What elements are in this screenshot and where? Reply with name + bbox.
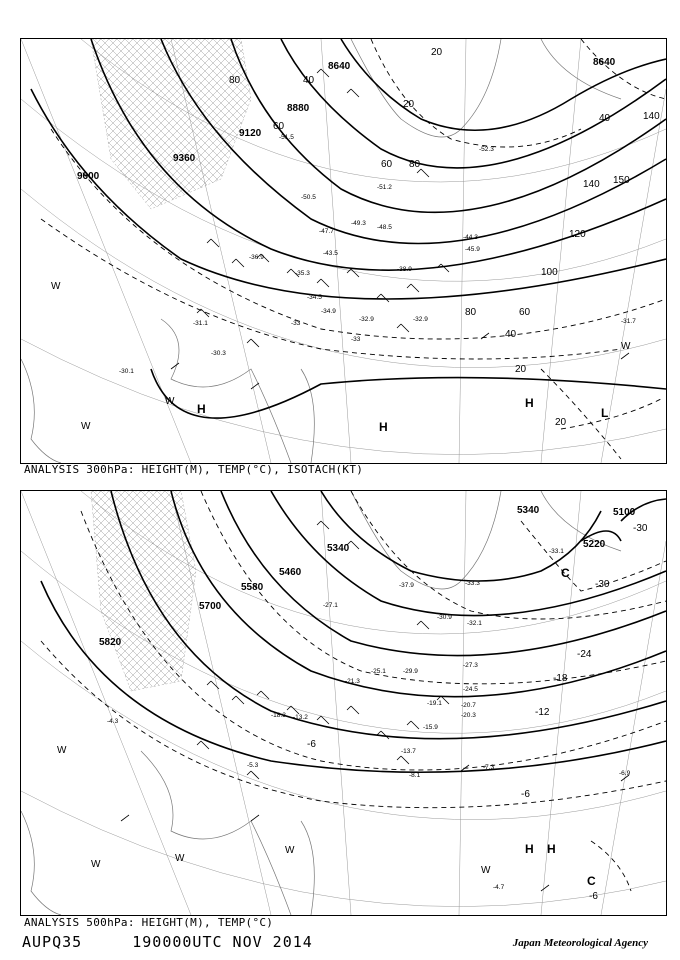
height-label: 9120	[239, 128, 262, 139]
center-symbol: H	[525, 842, 534, 856]
temp-value: -30.3	[211, 350, 226, 357]
temp-value: -33.3	[465, 580, 480, 587]
temp-value: -49.3	[351, 220, 366, 227]
temp-value: -20.7	[461, 702, 476, 709]
height-label: 5700	[199, 601, 222, 612]
temp-value: -35.3	[295, 270, 310, 277]
temp-value: -21.3	[345, 678, 360, 685]
map-300hpa-svg	[21, 39, 666, 463]
height-label: 5220	[583, 539, 606, 550]
isotherm-label: -6	[589, 891, 598, 902]
height-label: 8880	[287, 103, 310, 114]
isotach-label: 120	[569, 229, 586, 240]
height-label: 5340	[327, 543, 350, 554]
isotherm-label: -30	[595, 579, 610, 590]
isotach-label: 140	[643, 111, 660, 122]
isotach-label: 40	[505, 329, 517, 340]
temp-value: -29.9	[403, 668, 418, 675]
isotach-label: 40	[599, 113, 611, 124]
center-symbol: W	[57, 745, 67, 756]
temp-value: -6.9	[619, 770, 631, 777]
isotherm-label: -12	[535, 707, 550, 718]
isotach-label: 60	[273, 121, 285, 132]
temp-value: -30.1	[119, 368, 134, 375]
temp-value: -34.5	[307, 294, 322, 301]
chart-datetime: 190000UTC NOV 2014	[132, 933, 313, 951]
temp-value: -5.3	[247, 762, 259, 769]
temp-value: -34.9	[321, 308, 336, 315]
temp-value: -50.5	[301, 194, 316, 201]
temp-value: -19.1	[427, 700, 442, 707]
temp-value: -33	[291, 320, 301, 327]
temp-value: -13.7	[401, 748, 416, 755]
isotach-label: 20	[431, 47, 443, 58]
center-symbol: H	[379, 420, 388, 434]
temp-value: -4.3	[107, 718, 119, 725]
temp-value: -27.3	[463, 662, 478, 669]
map-panel-300hpa	[20, 38, 667, 464]
isotach-label: 80	[229, 75, 241, 86]
temp-value: -43.5	[323, 250, 338, 257]
isotherm-label: -24	[577, 649, 592, 660]
isotach-label: 80	[409, 159, 421, 170]
isotach-label: 150	[613, 175, 630, 186]
height-label: 5100	[613, 507, 636, 518]
isotach-label: 100	[541, 267, 558, 278]
center-symbol: H	[547, 842, 556, 856]
height-label: 5580	[241, 582, 264, 593]
temp-value: -13.2	[293, 714, 308, 721]
map-500hpa-svg	[21, 491, 666, 915]
temp-value: -27.1	[323, 602, 338, 609]
temp-value: -51.5	[279, 134, 294, 141]
height-label: 8640	[593, 57, 616, 68]
height-label: 5820	[99, 637, 122, 648]
isotach-label: 60	[519, 307, 531, 318]
temp-value: -33	[351, 336, 361, 343]
caption-500hpa: ANALYSIS 500hPa: HEIGHT(M), TEMP(°C)	[24, 916, 274, 929]
temp-value: -20.3	[461, 712, 476, 719]
isotach-label: 60	[381, 159, 393, 170]
temp-value: -18.3	[271, 712, 286, 719]
isotach-label: 40	[303, 75, 315, 86]
isotach-label: 140	[583, 179, 600, 190]
height-label: 9600	[77, 171, 100, 182]
isotherm-label: -30	[633, 523, 648, 534]
center-symbol: W	[621, 341, 631, 352]
wind-barbs	[121, 521, 629, 891]
temp-value: -48.5	[377, 224, 392, 231]
height-label: 5340	[517, 505, 540, 516]
temp-value: -31.7	[621, 318, 636, 325]
temp-value: -47.7	[319, 228, 334, 235]
isotach-label: 80	[465, 307, 477, 318]
isotach-label: 20	[555, 417, 567, 428]
temp-value: -7.3	[483, 764, 495, 771]
temp-value: -38.9	[397, 266, 412, 273]
chart-identifier	[22, 933, 313, 951]
height-label: 5460	[279, 567, 302, 578]
temp-value: -8.1	[409, 772, 421, 779]
temp-value: -31.1	[193, 320, 208, 327]
center-symbol: W	[81, 421, 91, 432]
isotherm-label: -18	[553, 673, 568, 684]
caption-300hpa: ANALYSIS 300hPa: HEIGHT(M), TEMP(°C), ISOTACH(KT)	[24, 463, 364, 476]
center-symbol: W	[51, 281, 61, 292]
center-symbol: W	[175, 853, 185, 864]
map-panel-500hpa	[20, 490, 667, 916]
temp-value: -51.2	[377, 184, 392, 191]
center-symbol: W	[481, 865, 491, 876]
center-symbol: C	[587, 874, 596, 888]
temp-value: -15.9	[423, 724, 438, 731]
temp-value: -36.9	[249, 254, 264, 261]
temp-value: -32.1	[467, 620, 482, 627]
height-label: 9360	[173, 153, 196, 164]
temp-value: -33.1	[549, 548, 564, 555]
temp-value: -25.1	[371, 668, 386, 675]
isotherm-label: -6	[521, 789, 530, 800]
temp-value: -30.9	[437, 614, 452, 621]
temp-value: -44.3	[463, 234, 478, 241]
center-symbol: W	[165, 396, 175, 407]
temp-value: -32.9	[359, 316, 374, 323]
isotach-label: 20	[515, 364, 527, 375]
temp-value: -32.9	[413, 316, 428, 323]
center-symbol: H	[525, 396, 534, 410]
hatched-region	[91, 39, 251, 209]
temp-value: -24.5	[463, 686, 478, 693]
temp-value: -37.9	[399, 582, 414, 589]
center-symbol: W	[285, 845, 295, 856]
center-symbol: W	[91, 859, 101, 870]
isotach-label: 20	[403, 99, 415, 110]
temp-value: -45.9	[465, 246, 480, 253]
chart-code: AUPQ35	[22, 933, 83, 951]
temp-value: -52.3	[479, 146, 494, 153]
center-symbol: C	[561, 566, 570, 580]
agency-name: Japan Meteorological Agency	[512, 937, 648, 949]
center-symbol: L	[601, 406, 609, 420]
height-label: 8640	[328, 61, 351, 72]
isotherm-label: -6	[307, 739, 316, 750]
center-symbol: H	[197, 402, 206, 416]
temp-value: -4.7	[493, 884, 505, 891]
